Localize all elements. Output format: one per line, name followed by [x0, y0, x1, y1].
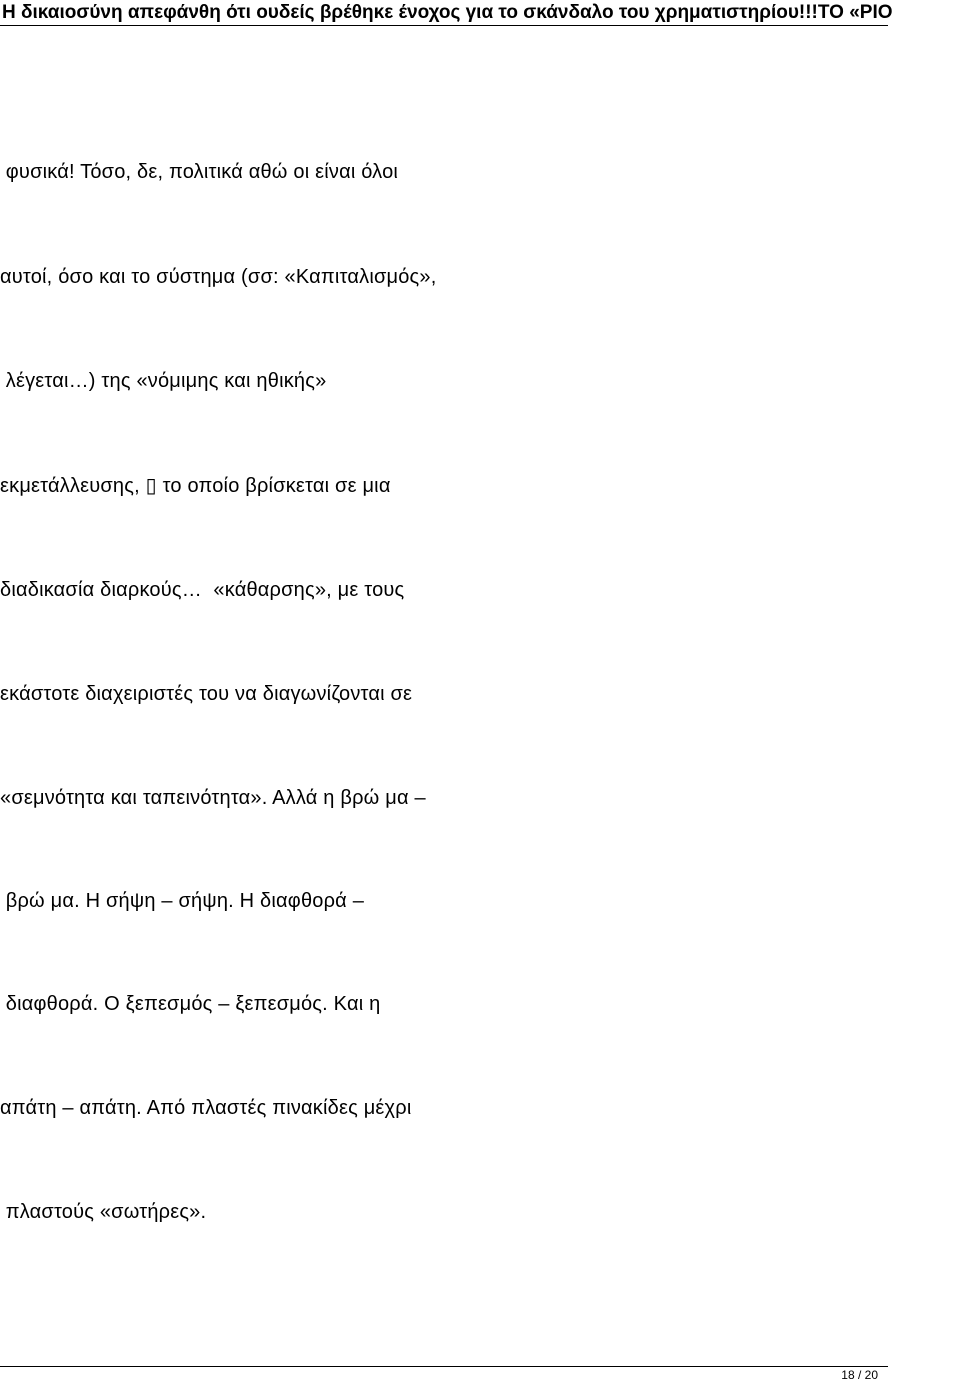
body-line-1: φυσικά! Τόσο, δε, πολιτικά αθώ οι είναι όλοι: [0, 161, 399, 183]
body-line-11: πλαστούς «σωτήρες».: [0, 1201, 207, 1223]
body-line-6: εκάστοτε διαχειριστές του να διαγωνίζονται σε: [0, 683, 413, 705]
page-title: Η δικαιοσύνη απεφάνθη ότι ουδείς βρέθηκε ένοχος για το σκάνδαλο του χρηματιστηρίου!!!ΤΟ «ΡΙΟ: [2, 2, 893, 23]
body-line-10: απάτη – απάτη. Από πλαστές πινακίδες μέχρι: [0, 1097, 412, 1119]
header-divider: [0, 25, 888, 26]
body-line-5: διαδικασία διαρκούς… «κάθαρσης», με τους: [0, 579, 405, 601]
body-line-9: διαφθορά. Ο ξεπεσμός – ξεπεσμός. Και η: [0, 993, 381, 1015]
footer-divider: [0, 1366, 888, 1367]
body-line-7: «σεμνότητα και ταπεινότητα». Αλλά η βρώ μα –: [0, 787, 426, 809]
page-header: [0, 0, 960, 26]
body-line-8: βρώ μα. Η σήψη – σήψη. Η διαφθορά –: [0, 890, 365, 912]
body-line-4: εκμετάλλευσης, ▯ το οποίο βρίσκεται σε μια: [0, 475, 391, 497]
body-line-3: λέγεται…) της «νόμιμης και ηθικής»: [0, 370, 327, 392]
body-line-2: αυτοί, όσο και το σύστημα (σσ: «Καπιταλισμός»,: [0, 266, 437, 288]
page-number: 18 / 20: [841, 1368, 878, 1382]
